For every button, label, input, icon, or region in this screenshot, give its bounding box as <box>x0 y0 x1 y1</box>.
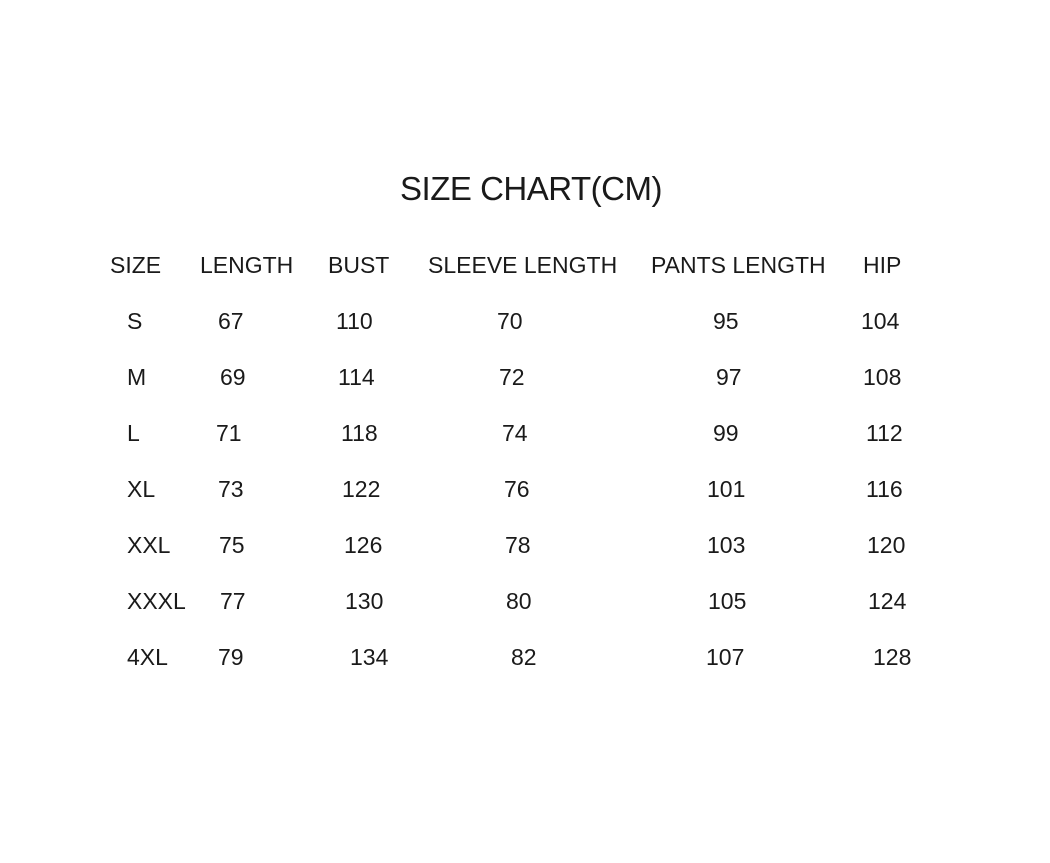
table-cell-sleeve-length: 72 <box>499 364 525 390</box>
table-cell-hip: 104 <box>861 308 900 334</box>
table-cell-pants-length: 101 <box>707 476 746 502</box>
page-title: SIZE CHART(CM) <box>400 170 662 207</box>
table-cell-pants-length: 103 <box>707 532 746 558</box>
table-cell-hip: 128 <box>873 644 912 670</box>
table-cell-hip: 116 <box>866 476 903 502</box>
column-header-bust: BUST <box>328 252 390 278</box>
table-cell-sleeve-length: 74 <box>502 420 528 446</box>
table-cell-length: 75 <box>219 532 245 558</box>
table-cell-pants-length: 97 <box>716 364 742 390</box>
column-header-size: SIZE <box>110 252 162 278</box>
table-cell-size: S <box>127 308 143 334</box>
table-cell-bust: 110 <box>336 308 373 334</box>
table-cell-hip: 108 <box>863 364 902 390</box>
table-cell-sleeve-length: 80 <box>506 588 532 614</box>
table-cell-size: L <box>127 420 140 446</box>
table-cell-pants-length: 95 <box>713 308 739 334</box>
column-header-sleeve-length: SLEEVE LENGTH <box>428 252 618 278</box>
table-cell-bust: 122 <box>342 476 381 502</box>
table-cell-sleeve-length: 76 <box>504 476 530 502</box>
table-cell-size: XL <box>127 476 156 502</box>
table-cell-size: M <box>127 364 147 390</box>
table-cell-size: XXL <box>127 532 171 558</box>
table-cell-sleeve-length: 78 <box>505 532 531 558</box>
table-cell-size: 4XL <box>127 644 168 670</box>
table-cell-bust: 130 <box>345 588 384 614</box>
table-cell-hip: 120 <box>867 532 906 558</box>
table-cell-hip: 124 <box>868 588 907 614</box>
table-cell-hip: 112 <box>866 420 903 446</box>
column-header-hip: HIP <box>863 252 902 278</box>
table-cell-length: 73 <box>218 476 244 502</box>
table-cell-size: XXXL <box>127 588 186 614</box>
table-cell-length: 67 <box>218 308 244 334</box>
table-cell-pants-length: 105 <box>708 588 747 614</box>
table-cell-pants-length: 107 <box>706 644 745 670</box>
column-header-pants-length: PANTS LENGTH <box>651 252 826 278</box>
table-cell-bust: 126 <box>344 532 383 558</box>
table-cell-length: 71 <box>216 420 242 446</box>
table-cell-length: 69 <box>220 364 246 390</box>
table-cell-bust: 114 <box>338 364 375 390</box>
table-cell-length: 77 <box>220 588 246 614</box>
table-cell-sleeve-length: 82 <box>511 644 537 670</box>
table-cell-bust: 118 <box>341 420 378 446</box>
table-cell-sleeve-length: 70 <box>497 308 523 334</box>
column-header-length: LENGTH <box>200 252 294 278</box>
table-cell-length: 79 <box>218 644 244 670</box>
table-cell-bust: 134 <box>350 644 389 670</box>
table-cell-pants-length: 99 <box>713 420 739 446</box>
